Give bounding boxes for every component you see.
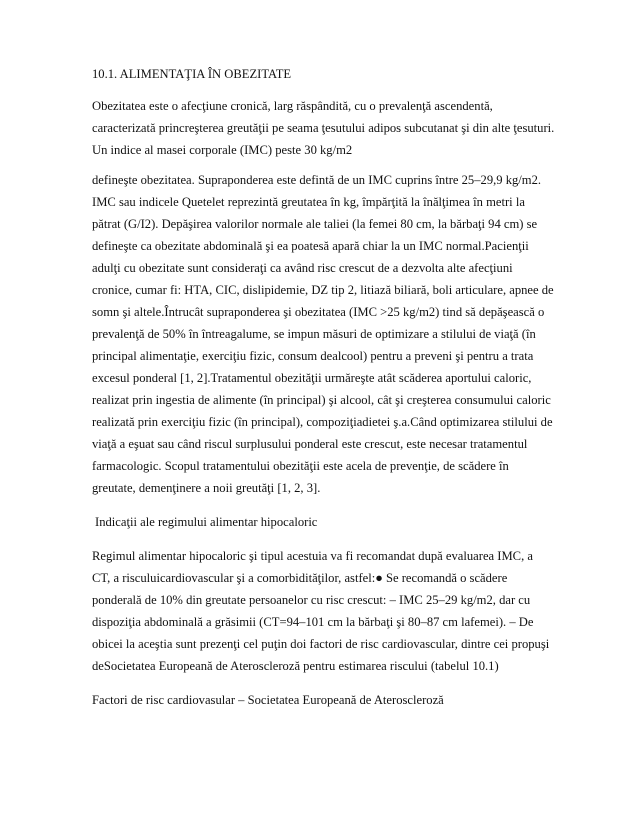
text-line: deSocietatea Europeană de Ateroscleroză pentru estimarea riscului (tabelul 10.1) <box>92 659 499 673</box>
text-line: IMC sau indicele Quetelet reprezintă greutatea în kg, împărţită la înălţimea în metri la <box>92 195 525 209</box>
text-line: CT, a risculuicardiovascular şi a comorbidităţilor, astfel:● Se recomandă o scădere <box>92 571 508 585</box>
paragraph-definition <box>92 169 560 499</box>
text-line: ponderală de 10% din greutate persoanelor cu risc crescut: – IMC 25–29 kg/m2, dar cu <box>92 593 531 607</box>
text-line: principal alimentaţie, exerciţiu fizic, consum dealcool) pentru a preveni şi pentru a trata <box>92 349 534 363</box>
section-title: 10.1. ALIMENTAŢIA ÎN OBEZITATE <box>92 67 292 81</box>
text-line: caracterizată princreşterea greutăţii pe seama ţesutului adipos subcutanat şi din alte ţesuturi. <box>92 121 555 135</box>
text-line: realizat prin ingestia de alimente (în principal) şi alcool, cât şi creşterea consumului caloric <box>92 393 551 407</box>
text-line: cronice, cumar fi: HTA, CIC, dislipidemie, DZ tip 2, litiază biliară, boli articulare, apnee de <box>92 283 554 297</box>
paragraph-regimen <box>92 545 560 677</box>
text-line: Un indice al masei corporale (IMC) peste 30 kg/m2 <box>92 143 353 157</box>
text-line: excesul ponderal [1, 2].Tratamentul obezităţii urmăreşte atât scăderea aportului caloric, <box>92 371 532 385</box>
text-line: greutate, demenţinere a noii greutăţi [1, 2, 3]. <box>92 481 321 495</box>
document-page <box>92 64 560 711</box>
paragraph-intro <box>92 95 560 161</box>
text-line: obicei la aceştia sunt prezenţi cel puţin doi factori de risc cardiovascular, dintre cei propuşi <box>92 637 550 651</box>
text-line: Obezitatea este o afecţiune cronică, larg răspândită, cu o prevalenţă ascendentă, <box>92 99 493 113</box>
subheading-indications: Indicaţii ale regimului alimentar hipocaloric <box>95 515 318 529</box>
text-line: defineşte ca obezitate abdominală şi ea poatesă apară chiar la un IMC normal.Pacienţii <box>92 239 529 253</box>
text-line: adulţi cu obezitate sunt consideraţi ca având risc crescut de a dezvolta alte afecţiuni <box>92 261 513 275</box>
text-line: prevalenţă de 50% în întreagalume, se impun măsuri de optimizare a stilului de viaţă (în <box>92 327 536 341</box>
text-line: pătrat (G/I2). Depăşirea valorilor normale ale taliei (la femei 80 cm, la bărbaţi 94 cm) se <box>92 217 538 231</box>
subheading-risk-factors: Factori de risc cardiovasular – Societatea Europeană de Ateroscleroză <box>92 693 444 707</box>
text-line: defineşte obezitatea. Supraponderea este defintă de un IMC cuprins între 25–29,9 kg/m2. <box>92 173 542 187</box>
text-line: realizată prin exerciţiu fizic (în principal), compoziţiadietei ş.a.Când optimizarea stilului de <box>92 415 553 429</box>
text-line: viaţă a eşuat sau când riscul surplusului ponderal este crescut, este necesar tratamentul <box>92 437 528 451</box>
text-line: somn şi altele.Întrucât supraponderea şi obezitatea (IMC >25 kg/m2) tind să depăşească o <box>92 305 545 319</box>
text-line: Regimul alimentar hipocaloric şi tipul acestuia va fi recomandat după evaluarea IMC, a <box>92 549 533 563</box>
text-line: dispoziţia abdominală a grăsimii (CT=94–101 cm la bărbaţi şi 80–87 cm lafemei). – De <box>92 615 534 629</box>
text-line: farmacologic. Scopul tratamentului obezităţii este acela de prevenţie, de scădere în <box>92 459 509 473</box>
